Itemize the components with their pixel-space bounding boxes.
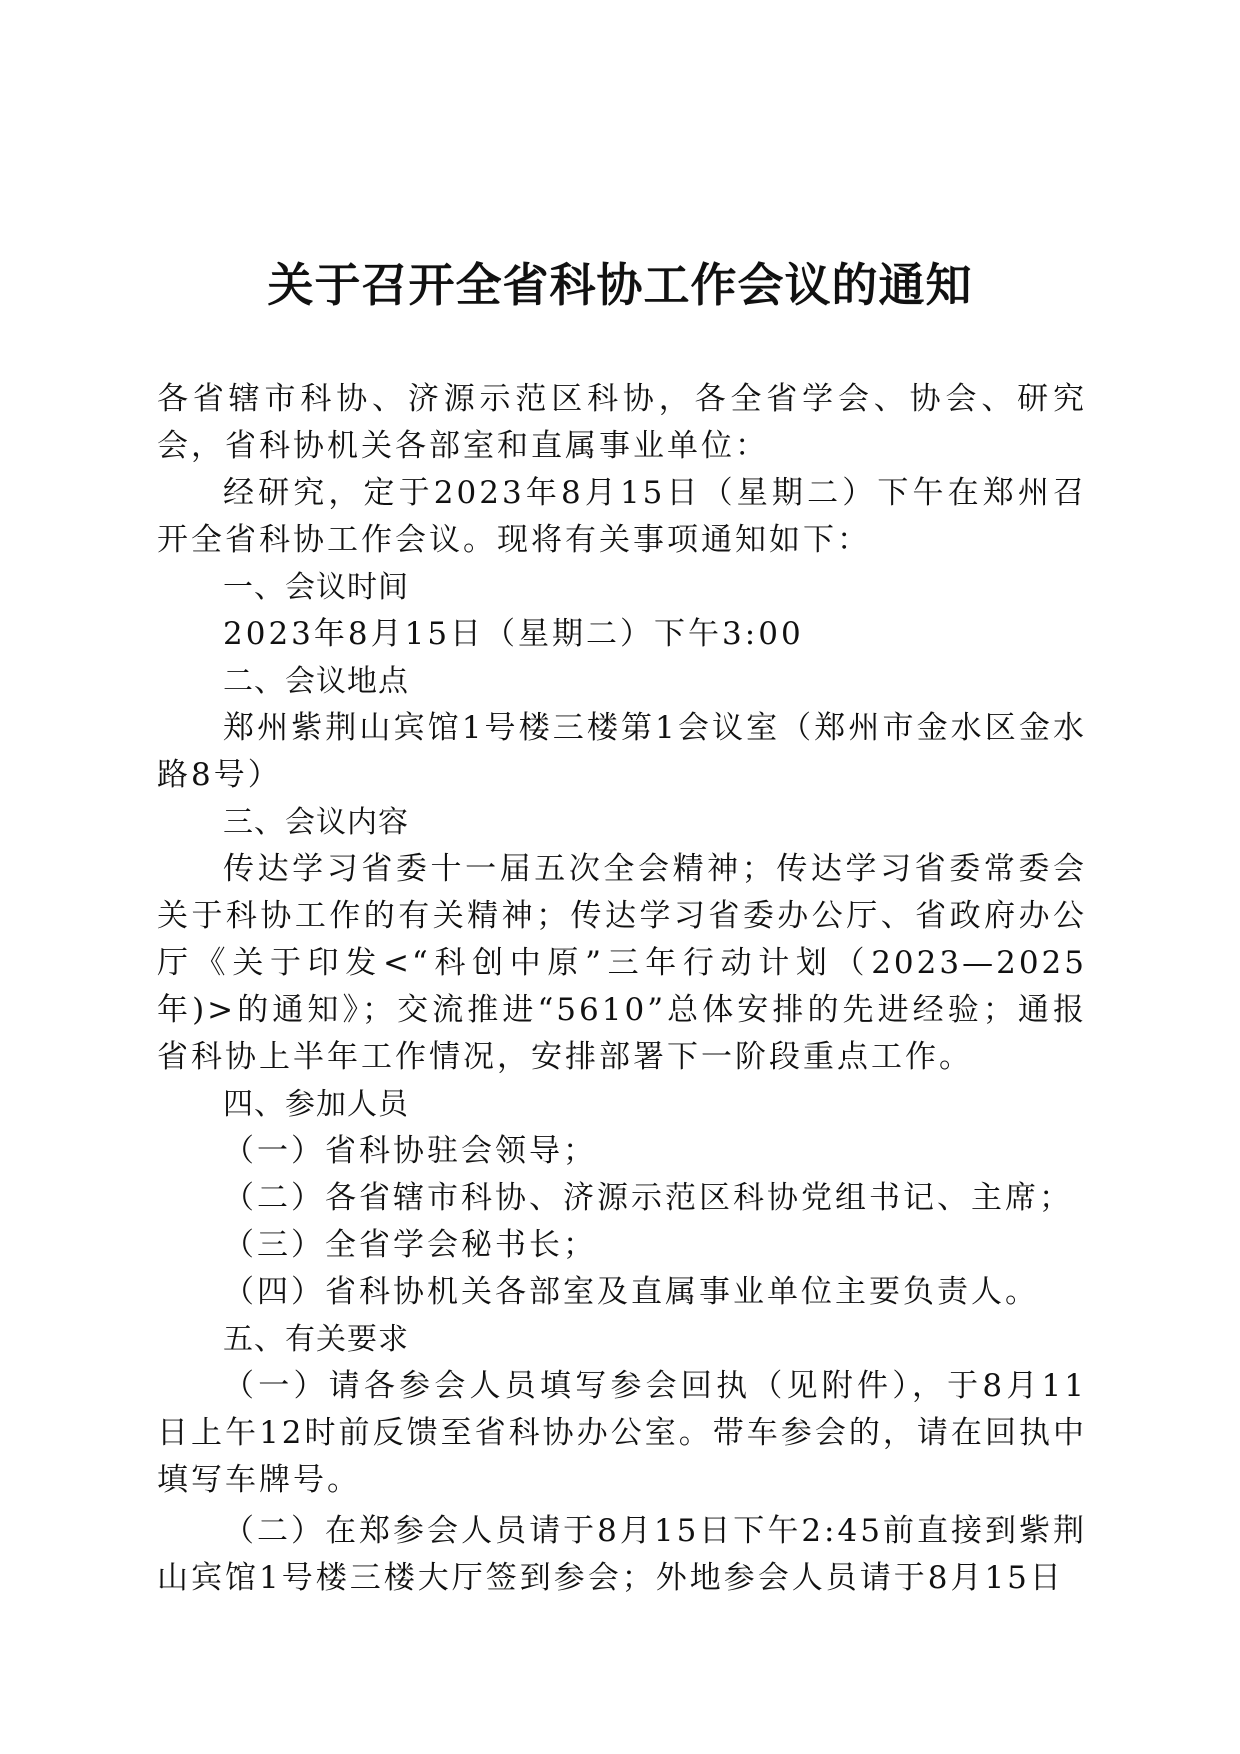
section-heading-agenda: 三、会议内容 <box>223 805 409 840</box>
requirement-item: （一）请各参会人员填写参会回执（见附件），于8月11日上午12时前反馈至省科协办公室。带车参会的，请在回执中填写车牌号。 <box>157 1368 1087 1498</box>
section-heading-attendees: 四、参加人员 <box>223 1087 409 1122</box>
section-heading-location: 二、会议地点 <box>223 664 409 699</box>
section-content-time: 2023年8月15日（星期二）下午3:00 <box>223 616 804 652</box>
attendee-item: （二）各省辖市科协、济源示范区科协党组书记、主席； <box>223 1180 1073 1216</box>
salutation: 各省辖市科协、济源示范区科协，各全省学会、协会、研究会，省科协机关各部室和直属事业单位： <box>157 381 1087 464</box>
section-content-location: 郑州紫荆山宾馆1号楼三楼第1会议室（郑州市金水区金水路8号） <box>157 710 1087 793</box>
section-heading-time: 一、会议时间 <box>223 570 409 605</box>
attendee-item: （一）省科协驻会领导； <box>223 1133 597 1169</box>
section-heading-requirements: 五、有关要求 <box>223 1322 409 1357</box>
intro-paragraph: 经研究，定于2023年8月15日（星期二）下午在郑州召开全省科协工作会议。现将有关事项通知如下： <box>157 475 1087 558</box>
attendee-item: （三）全省学会秘书长； <box>223 1227 597 1263</box>
section-content-agenda: 传达学习省委十一届五次全会精神；传达学习省委常委会关于科协工作的有关精神；传达学习省委办公厅、省政府办公厅《关于印发<“科创中原”三年行动计划（2023—2025年)>的通知》；交流推进“5610”总体安排的先进经验；通报省科协上半年工作情况，安排部署下一阶段重点工作。 <box>157 851 1087 1075</box>
document-body <box>157 376 1087 1602</box>
requirement-item: （二）在郑参会人员请于8月15日下午2:45前直接到紫荆山宾馆1号楼三楼大厅签到参会；外地参会人员请于8月15日 <box>157 1513 1087 1596</box>
document-title: 关于召开全省科协工作会议的通知 <box>267 258 973 312</box>
attendee-item: （四）省科协机关各部室及直属事业单位主要负责人。 <box>223 1274 1039 1310</box>
